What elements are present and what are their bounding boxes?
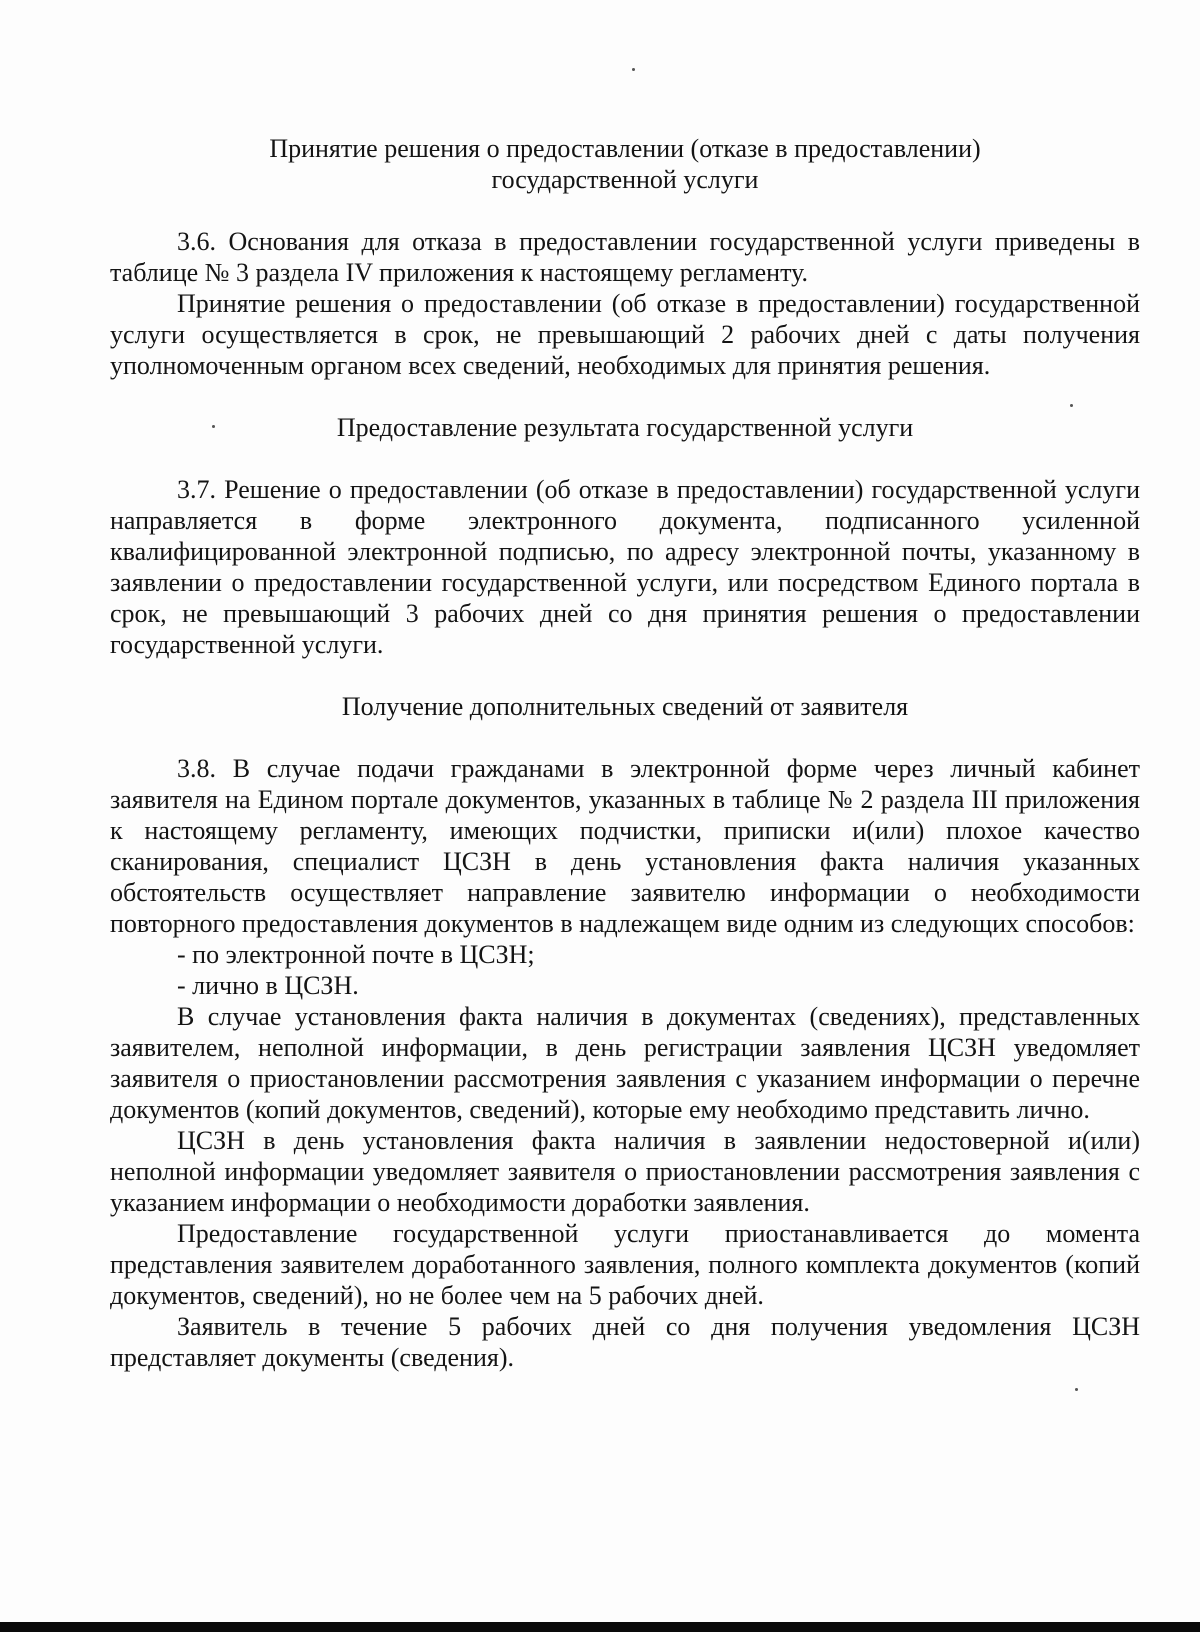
section-heading-decision	[110, 133, 1140, 195]
spacer	[110, 722, 1140, 753]
paragraph-suspension: Предоставление государственной услуги приостанавливается до момента представления заявителем доработанного заявления, полного комплекта документов (копий документов, сведений), но не более чем на 5 рабочих дней.	[110, 1219, 1140, 1310]
paragraph-incomplete-info: В случае установления факта наличия в документах (сведениях), представленных заявителем, неполной информации, в день регистрации заявления ЦСЗН уведомляет заявителя о приостановлении рассмотрения заявления с указанием информации о перечне документов (копий документов, сведений), которые ему необходимо представить лично.	[110, 1002, 1140, 1124]
heading-line: государственной услуги	[491, 165, 759, 194]
paragraph-unreliable-info: ЦСЗН в день установления факта наличия в заявлении недостоверной и(или) неполной информации уведомляет заявителя о приостановлении рассмотрения заявления с указанием информации о необходимости доработки заявления.	[110, 1126, 1140, 1217]
list-item-in-person: - лично в ЦСЗН.	[177, 971, 359, 1000]
spacer	[110, 443, 1140, 474]
heading-line: Принятие решения о предоставлении (отказе в предоставлении)	[269, 134, 981, 163]
scan-speck	[1075, 1388, 1078, 1391]
paragraph-applicant-term: Заявитель в течение 5 рабочих дней со дня получения уведомления ЦСЗН представляет документы (сведения).	[110, 1312, 1140, 1372]
paragraph-3-6: 3.6. Основания для отказа в предоставлении государственной услуги приведены в таблице № 3 раздела IV приложения к настоящему регламенту.	[110, 227, 1140, 287]
document-body	[110, 133, 1140, 1373]
paragraph-3-8: 3.8. В случае подачи гражданами в электронной форме через личный кабинет заявителя на Едином портале документов, указанных в таблице № 2 раздела III приложения к настоящему регламенту, имеющих подчистки, приписки и(или) плохое качество сканирования, специалист ЦСЗН в день установления факта наличия указанных обстоятельств осуществляет направление заявителю информации о необходимости повторного предоставления документов в надлежащем виде одним из следующих способов:	[110, 754, 1140, 938]
paragraph-3-7: 3.7. Решение о предоставлении (об отказе в предоставлении) государственной услуги направляется в форме электронного документа, подписанного усиленной квалифицированной электронной подписью, по адресу электронной почты, указанному в заявлении о предоставлении государственной услуги, или посредством Единого портала в срок, не превышающий 3 рабочих дней со дня принятия решения о предоставлении государственной услуги.	[110, 475, 1140, 659]
spacer	[110, 195, 1140, 226]
paragraph-decision-term: Принятие решения о предоставлении (об отказе в предоставлении) государственной услуги осуществляется в срок, не превышающий 2 рабочих дней с даты получения уполномоченным органом всех сведений, необходимых для принятия решения.	[110, 289, 1140, 380]
spacer	[110, 381, 1140, 412]
scan-speck	[632, 68, 635, 71]
list-item-email: - по электронной почте в ЦСЗН;	[177, 940, 535, 969]
section-heading-result: Предоставление результата государственной услуги	[336, 413, 914, 442]
spacer	[110, 660, 1140, 691]
section-heading-additional-info: Получение дополнительных сведений от заявителя	[341, 692, 909, 721]
scan-edge-shadow	[0, 1622, 1200, 1632]
